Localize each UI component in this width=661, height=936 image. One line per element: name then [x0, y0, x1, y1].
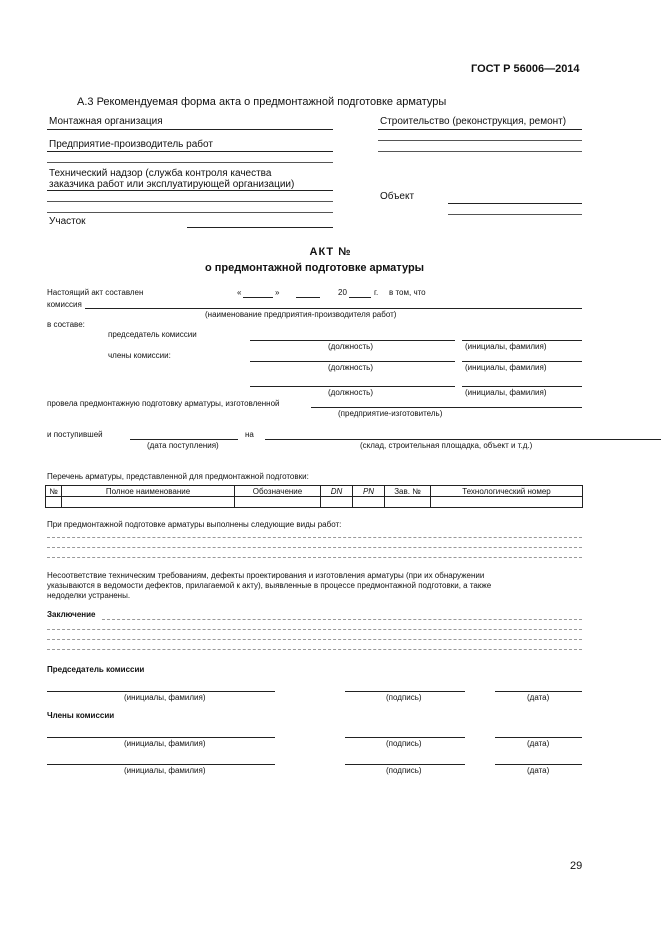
commission-label: комиссия	[47, 300, 82, 309]
works-line-1[interactable]	[47, 537, 582, 538]
hint-sign-date-3: (дата)	[527, 766, 550, 775]
year-prefix: 20	[338, 288, 347, 297]
conclusion-line-3[interactable]	[47, 639, 582, 640]
works-line-3[interactable]	[47, 557, 582, 558]
hint-initials-1: (инициалы, фамилия)	[465, 342, 547, 351]
hint-initials-3: (инициалы, фамилия)	[465, 388, 547, 397]
mounting-org-line[interactable]	[47, 129, 333, 130]
col-designation: Обозначение	[235, 486, 321, 497]
month-line[interactable]	[296, 297, 320, 298]
col-full-name: Полное наименование	[62, 486, 235, 497]
col-number: №	[46, 486, 62, 497]
table-header-row	[46, 486, 583, 497]
section-line[interactable]	[187, 227, 333, 228]
maker-line[interactable]	[311, 407, 582, 408]
hint-sign-initials-1: (инициалы, фамилия)	[124, 693, 206, 702]
hint-receipt-date: (дата поступления)	[147, 441, 219, 450]
nonconformity-line-2: указываются в ведомости дефектов, прилагаемой к акту), выявленные в процессе предмонтажной подготовки, а также	[47, 581, 492, 590]
hint-position-1: (должность)	[328, 342, 373, 351]
member2-sign-date-line[interactable]	[495, 764, 582, 765]
chairman-position-line[interactable]	[250, 340, 455, 341]
chairman-signature-title: Председатель комиссии	[47, 665, 145, 674]
col-tech-number: Технологический номер	[431, 486, 583, 497]
performed-label: провела предмонтажную подготовку арматуры, изготовленной	[47, 399, 280, 408]
construction-line[interactable]	[378, 129, 582, 130]
construction-line-3[interactable]	[378, 151, 582, 152]
table-cell[interactable]	[431, 497, 583, 508]
hint-warehouse: (склад, строительная площадка, объект и т.д.)	[360, 441, 533, 450]
member2-sign-signature-line[interactable]	[345, 764, 465, 765]
hint-sign-date-2: (дата)	[527, 739, 550, 748]
member1-sign-date-line[interactable]	[495, 737, 582, 738]
fittings-table	[45, 485, 583, 508]
hint-manufacturer-name: (наименование предприятия-производителя работ)	[205, 310, 397, 319]
member2-initials-line[interactable]	[462, 386, 582, 387]
hint-position-2: (должность)	[328, 363, 373, 372]
list-title: Перечень арматуры, представленной для предмонтажной подготовки:	[47, 472, 309, 481]
table-row[interactable]	[46, 497, 583, 508]
col-dn: DN	[321, 486, 353, 497]
object-line-2[interactable]	[448, 214, 582, 215]
in-that-label: в том, что	[389, 288, 426, 297]
hint-position-3: (должность)	[328, 388, 373, 397]
warehouse-line[interactable]	[265, 439, 661, 440]
nonconformity-line-1: Несоответствие техническим требованиям, дефекты проектирования и изготовления арматуры (при их обнаружении	[47, 571, 485, 580]
table-cell[interactable]	[385, 497, 431, 508]
table-cell[interactable]	[46, 497, 62, 508]
member2-position-line[interactable]	[250, 386, 455, 387]
col-pn: PN	[353, 486, 385, 497]
in-composition-label: в составе:	[47, 320, 85, 329]
chairman-sign-initials-line[interactable]	[47, 691, 275, 692]
table-cell[interactable]	[353, 497, 385, 508]
construction-line-2[interactable]	[378, 140, 582, 141]
chairman-initials-line[interactable]	[462, 340, 582, 341]
section-title: А.3 Рекомендуемая форма акта о предмонтажной подготовке арматуры	[77, 96, 447, 108]
construction-label: Строительство (реконструкция, ремонт)	[380, 116, 567, 127]
members-signature-title: Члены комиссии	[47, 711, 115, 720]
hint-sign-initials-3: (инициалы, фамилия)	[124, 766, 206, 775]
member2-sign-initials-line[interactable]	[47, 764, 275, 765]
nonconformity-line-3: недоделки устранены.	[47, 591, 131, 600]
hint-sign-initials-2: (инициалы, фамилия)	[124, 739, 206, 748]
conclusion-line-4[interactable]	[47, 649, 582, 650]
col-serial: Зав. №	[385, 486, 431, 497]
member1-sign-initials-line[interactable]	[47, 737, 275, 738]
hint-sign-date-1: (дата)	[527, 693, 550, 702]
hint-maker: (предприятие-изготовитель)	[338, 409, 443, 418]
conclusion-line-1[interactable]	[102, 619, 582, 620]
tech-supervision-line[interactable]	[47, 190, 333, 191]
manufacturer-line[interactable]	[47, 151, 333, 152]
on-label: на	[245, 430, 254, 439]
year-line[interactable]	[349, 297, 371, 298]
mounting-org-label: Монтажная организация	[49, 116, 163, 127]
tech-supervision-label-1: Технический надзор (служба контроля качества	[49, 168, 272, 179]
year-suffix: г.	[374, 288, 379, 297]
standard-number: ГОСТ Р 56006—2014	[471, 63, 580, 75]
table-cell[interactable]	[321, 497, 353, 508]
act-subtitle: о предмонтажной подготовке арматуры	[204, 262, 425, 274]
works-line-2[interactable]	[47, 547, 582, 548]
works-title: При предмонтажной подготовке арматуры выполнены следующие виды работ:	[47, 520, 342, 529]
member1-initials-line[interactable]	[462, 361, 582, 362]
day-line[interactable]	[243, 297, 273, 298]
chairman-label: председатель комиссии	[108, 330, 197, 339]
object-line[interactable]	[448, 203, 582, 204]
quote-open: «	[237, 288, 242, 297]
act-made-label: Настоящий акт составлен	[47, 288, 144, 297]
tech-supervision-line-3[interactable]	[47, 212, 333, 213]
and-received-label: и поступившей	[47, 430, 103, 439]
commission-line[interactable]	[85, 308, 582, 309]
conclusion-label: Заключение	[47, 610, 96, 619]
quote-close: »	[275, 288, 280, 297]
hint-sign-signature-3: (подпись)	[386, 766, 422, 775]
hint-initials-2: (инициалы, фамилия)	[465, 363, 547, 372]
page-number: 29	[570, 860, 583, 872]
chairman-sign-signature-line[interactable]	[345, 691, 465, 692]
object-label: Объект	[380, 191, 415, 202]
manufacturer-label: Предприятие-производитель работ	[49, 139, 213, 150]
conclusion-line-2[interactable]	[47, 629, 582, 630]
hint-sign-signature-1: (подпись)	[386, 693, 422, 702]
section-label: Участок	[49, 216, 86, 227]
tech-supervision-line-2[interactable]	[47, 201, 333, 202]
hint-sign-signature-2: (подпись)	[386, 739, 422, 748]
table-cell[interactable]	[62, 497, 235, 508]
receipt-date-line[interactable]	[130, 439, 238, 440]
table-cell[interactable]	[235, 497, 321, 508]
member1-sign-signature-line[interactable]	[345, 737, 465, 738]
member1-position-line[interactable]	[250, 361, 455, 362]
tech-supervision-label-2: заказчика работ или эксплуатирующей организации)	[49, 179, 295, 190]
chairman-sign-date-line[interactable]	[495, 691, 582, 692]
act-title: АКТ №	[309, 246, 352, 258]
manufacturer-line-2[interactable]	[47, 162, 333, 163]
members-label: члены комиссии:	[108, 351, 171, 360]
